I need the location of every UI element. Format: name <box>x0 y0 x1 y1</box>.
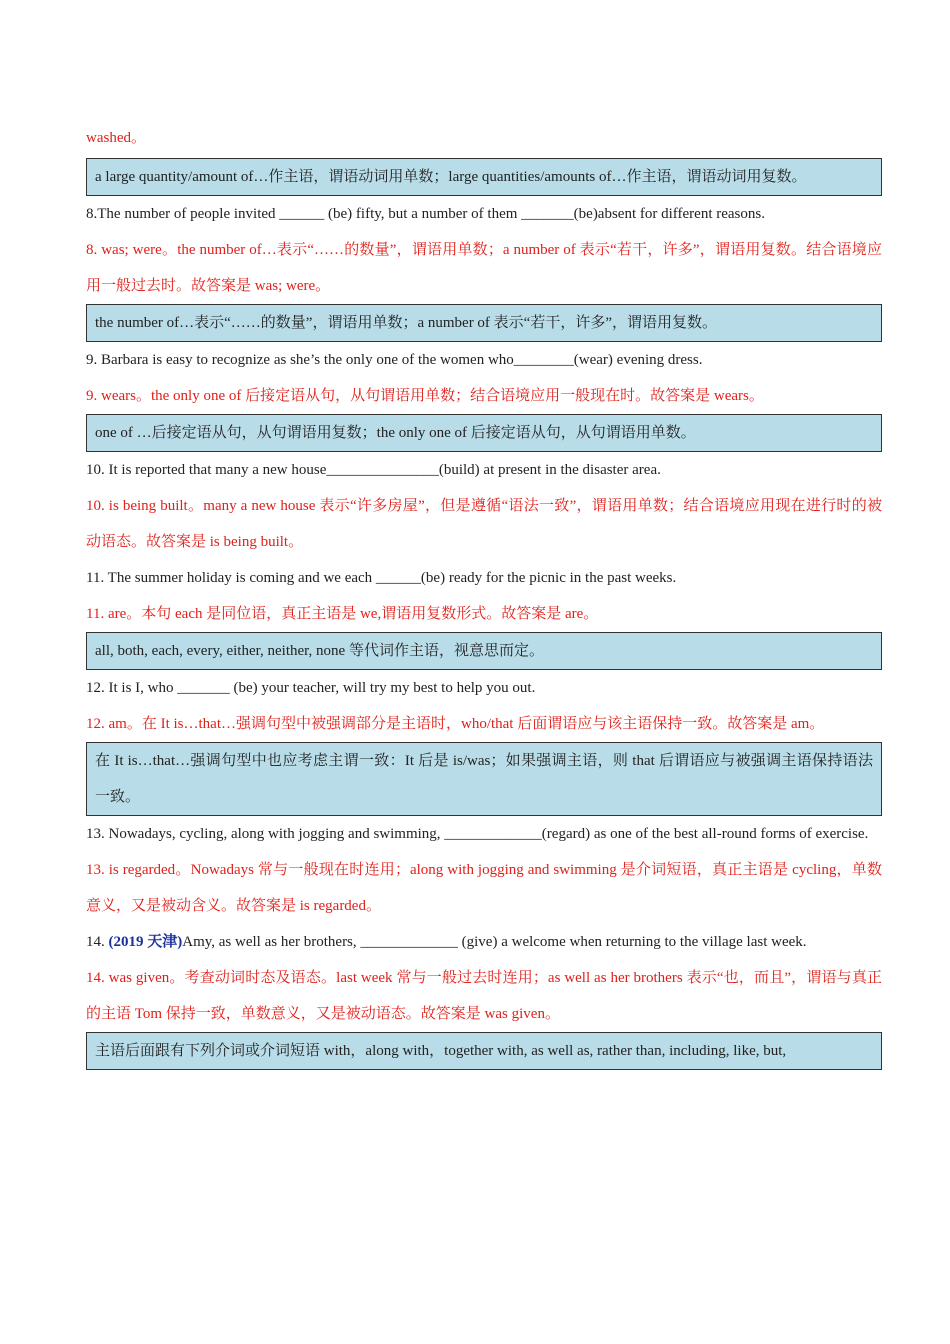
note-box <box>86 414 882 452</box>
answer-13: 13. is regarded。Nowadays 常与一般现在时连用；along with jogging and swimming 是介词短语，真正主语是 cycling，单数意义，又是被动含义。故答案是 is regarded。 <box>86 862 882 914</box>
question-14-number: 14. <box>86 934 109 950</box>
answer-10: 10. is being built。many a new house 表示“许多房屋”，但是遵循“语法一致”，谓语用单数；结合语境应用现在进行时的被动语态。故答案是 is being built。 <box>86 498 882 550</box>
answer-14: 14. was given。考查动词时态及语态。last week 常与一般过去时连用；as well as her brothers 表示“也，而且”，谓语与真正的主语 Tom 保持一致，单数意义，又是被动语态。故答案是 was given。 <box>86 970 882 1022</box>
question-9: 9. Barbara is easy to recognize as she’s the only one of the women who________(wear) evening dress. <box>86 352 703 368</box>
answer-11: 11. are。本句 each 是同位语，真正主语是 we,谓语用复数形式。故答案是 are。 <box>86 606 599 622</box>
note-text: a large quantity/amount of…作主语，谓语动词用单数；large quantities/amounts of…作主语，谓语动词用复数。 <box>95 169 807 185</box>
question-11: 11. The summer holiday is coming and we each ______(be) ready for the picnic in the past weeks. <box>86 570 677 586</box>
note-box <box>86 742 882 816</box>
answer-9: 9. wears。the only one of 后接定语从句，从句谓语用单数；结合语境应用一般现在时。故答案是 wears。 <box>86 388 764 404</box>
note-box <box>86 632 882 670</box>
note-text: 在 It is…that…强调句型中也应考虑主谓一致：It 后是 is/was；如果强调主语，则 that 后谓语应与被强调主语保持语法一致。 <box>95 753 873 805</box>
question-10: 10. It is reported that many a new house_______________(build) at present in the disaster area. <box>86 462 661 478</box>
page-content <box>86 120 882 1070</box>
note-box <box>86 1032 882 1070</box>
note-text: one of …后接定语从句，从句谓语用复数；the only one of 后接定语从句，从句谓语用单数。 <box>95 425 696 441</box>
question-14-source: (2019 天津) <box>108 934 183 950</box>
note-box <box>86 158 882 196</box>
question-14 <box>86 924 882 960</box>
question-13: 13. Nowadays, cycling, along with jogging and swimming, _____________(regard) as one of the best all-round forms of exercise. <box>86 826 869 842</box>
answer-8: 8. was; were。the number of…表示“……的数量”，谓语用单数；a number of 表示“若干，许多”，谓语用复数。结合语境应用一般过去时。故答案是 was; were。 <box>86 242 882 294</box>
note-text: all, both, each, every, either, neither, none 等代词作主语，视意思而定。 <box>95 643 544 659</box>
question-8: 8.The number of people invited ______ (be) fifty, but a number of them _______(be)absent for different reasons. <box>86 206 765 222</box>
note-text: 主语后面跟有下列介词或介词短语 with，along with，together with, as well as, rather than, including, like, but, <box>95 1043 787 1059</box>
question-12: 12. It is I, who _______ (be) your teacher, will try my best to help you out. <box>86 680 536 696</box>
note-box <box>86 304 882 342</box>
answer-12: 12. am。在 It is…that…强调句型中被强调部分是主语时，who/that 后面谓语应与该主语保持一致。故答案是 am。 <box>86 716 825 732</box>
note-text: the number of…表示“……的数量”，谓语用单数；a number of 表示“若干，许多”，谓语用复数。 <box>95 315 717 331</box>
answer-continuation: washed。 <box>86 130 146 146</box>
question-14-text: Amy, as well as her brothers, _____________ (give) a welcome when returning to the village last week. <box>182 934 807 950</box>
